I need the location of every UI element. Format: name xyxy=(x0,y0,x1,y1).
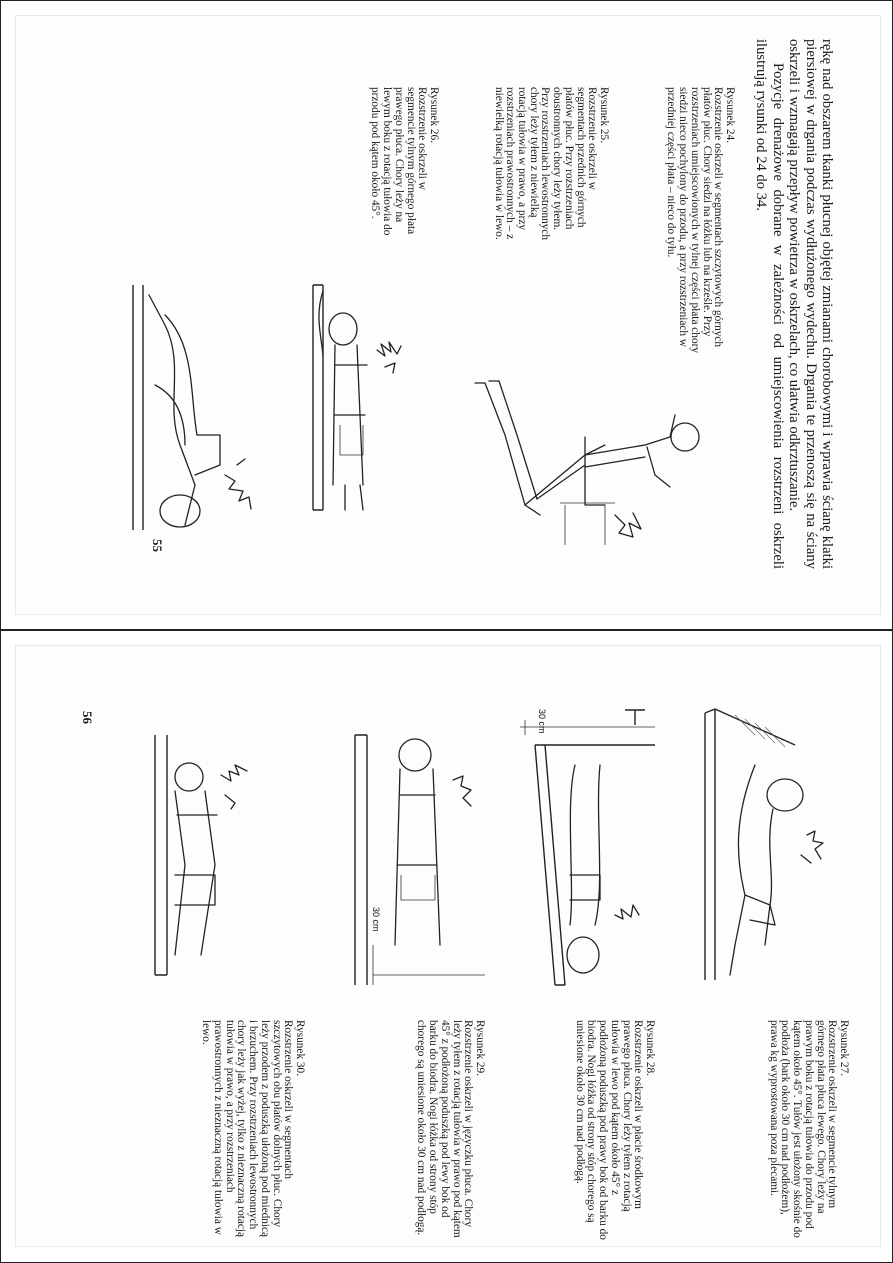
caption-text: Rozstrzenie oskrzeli w segmentach szczytowych górnych płatów płuc. Chory siedzi na łóżku lub na krześle. Przy rozstrzeniach umiejscowionych w tylnej części płata chory siedzi nieco pochylony do przodu, a przy rozstrzeniach w przedniej części płata – nieco do tyłu. xyxy=(665,87,725,354)
caption-title: Rysunek 28. xyxy=(644,1020,656,1077)
paragraph-second: Pozycje drenażowe dobrane w zależności od umiejscowienia rozstrzeni oskrzeli ilustrują rysunki od 24 do 34. xyxy=(753,39,786,569)
caption-title: Rysunek 26. xyxy=(428,87,440,144)
page-56-sheet xyxy=(15,645,881,1247)
caption-text: Rozstrzenie oskrzeli w języczku płuca. Chory leży tyłem z rotacją tułowia w prawo pod kątem 45° z podłożoną poduszką pod lewy bok od barku do biodra. Nogi łóżka od strony stóp chorego są uniesione około 30 cm nad podłogą. xyxy=(415,1020,475,1238)
figure-24-seated-patient xyxy=(465,375,705,555)
page-55-sheet xyxy=(15,15,881,615)
figure-29-supine-pillow xyxy=(345,705,495,995)
caption-text: Rozstrzenie oskrzeli w segmentach przednich górnych płatów płuc. Przy rozstrzeniach obustronnych chory leży tyłem. Przy rozstrzeniach lewostronnych chory leży tyłem z niewielką rotacją tułowia w prawo, a przy rozstrzeniach prawostronnych – z niewielką rotacją tułowia w lewo. xyxy=(492,87,599,241)
figure-30-prone-patient xyxy=(145,705,295,985)
caption-title: Rysunek 27. xyxy=(838,1020,850,1077)
caption-rysunek-27 xyxy=(767,1020,849,1240)
caption-title: Rysunek 25. xyxy=(598,87,610,144)
caption-title: Rysunek 24. xyxy=(724,87,736,144)
figure-25-supine-patient xyxy=(305,285,415,515)
caption-rysunek-24 xyxy=(665,87,735,357)
caption-text: Rozstrzenie oskrzeli w segmentach szczytowych obu płatów dolnych płuc. Chory leży przodem z poduszką ułożoną pod miednicą i brzuchem. Przy rozstrzeniach lewostronnych chory leży jak wyżej, tylko z nieznaczną rotacją tułowia w prawo, a przy rozstrzeniach prawostronnych z nieznaczną rotacją tułowia w lewo. xyxy=(200,1020,295,1238)
caption-rysunek-29 xyxy=(415,1020,485,1240)
svg-text:30 cm: 30 cm xyxy=(371,907,381,932)
paragraph-continuation: rękę nad obszarem tkanki płucnej objętej zmianami chorobowymi i wprawia ścianę klatki piersiowej w drgania podczas wydłużonego wydechu. Drgania te przenoszą się na ściany oskrzeli i wzmagają przepływ powietrza w oskrzelach, co ułatwia odkrztuszanie. xyxy=(786,39,835,569)
dimension-label-2 xyxy=(369,905,383,945)
caption-rysunek-25 xyxy=(492,87,609,243)
caption-rysunek-26 xyxy=(369,87,439,237)
figure-27-tilted-side-patient xyxy=(695,705,825,985)
figure-26-side-patient xyxy=(125,285,275,535)
page-number: 56 xyxy=(80,711,95,724)
caption-title: Rysunek 30. xyxy=(294,1020,306,1077)
caption-text: Rozstrzenie oskrzeli w segmencie tylnym górnego płata płuca lewego. Chory leży na prawym boku z rotacją tułowia do przodu pod kątem około 45°. Tułów jest ułożony skośnie do podłoża (bark około 30 cm nad podłożem), prawa kg wyprostowana poza plecami. xyxy=(767,1020,839,1238)
page-number: 55 xyxy=(150,539,165,552)
caption-text: Rozstrzenie oskrzeli w segmencie tylnym górnego płata prawego płuca. Chory leży na lewym boku z rotacją tułowia do przodu pod kątem około 45°. xyxy=(369,87,429,236)
dimension-label-1 xyxy=(535,707,549,747)
caption-rysunek-28 xyxy=(573,1020,655,1240)
page-55-frame xyxy=(0,0,893,630)
page-56-frame xyxy=(0,630,893,1263)
caption-title: Rysunek 29. xyxy=(474,1020,486,1077)
figure-28-inclined-supine xyxy=(515,705,665,995)
svg-text:30 cm: 30 cm xyxy=(537,709,547,734)
caption-rysunek-30 xyxy=(200,1020,305,1240)
body-text xyxy=(753,39,835,569)
caption-text: Rozstrzenie oskrzeli w płacie środkowym prawego płuca. Chory leży tyłem z rotacją tułowia w lewo pod kątem około 45° z podłożoną poduszką pod prawy bok od barku do biodra. Nogi łóżka od strony stóp chorego są uniesione około 30 cm nad podłogą. xyxy=(573,1020,645,1240)
